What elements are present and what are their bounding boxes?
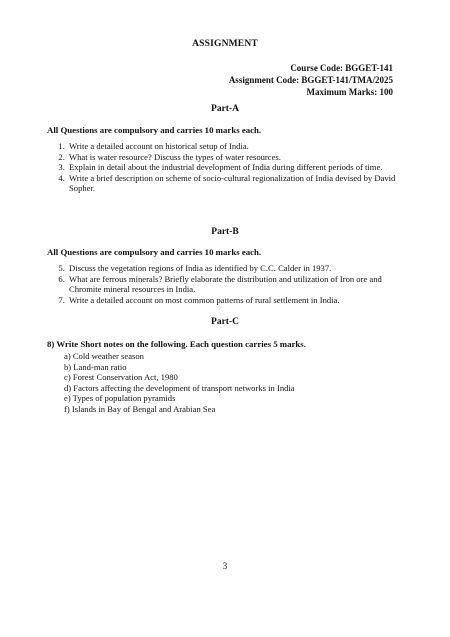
short-notes-list [64,351,295,415]
part-a-instruction: All Questions are compulsory and carries 10 marks each. [47,125,262,135]
question-item: 3. Explain in detail about the industrial development of India during different periods of time. [67,162,407,173]
part-b-instruction: All Questions are compulsory and carries 10 marks each. [47,247,262,257]
part-c-instruction: 8) Write Short notes on the following. Each question carries 5 marks. [47,339,306,349]
question-item: 6. What are ferrous minerals? Briefly elaborate the distribution and utilization of Iron ore and Chromite mineral resources in India. [67,274,407,295]
part-b-heading: Part-B [211,227,239,237]
question-item: 1. Write a detailed account on historical setup of India. [67,141,407,152]
question-item: 7. Write a detailed account on most common patterns of rural settlement in India. [67,295,407,306]
short-note-item: d) Factors affecting the development of transport networks in India [64,382,295,393]
short-note-item: e) Types of population pyramids [64,393,176,404]
question-item: 5. Discuss the vegetation regions of India as identified by C.C. Calder in 1937. [67,263,407,274]
question-item: 4. Write a brief description on scheme of socio-cultural regionalization of India devised by David Sopher. [67,173,407,194]
question-item: 2. What is water resource? Discuss the types of water resources. [67,152,407,163]
document-title: ASSIGNMENT [192,39,258,49]
part-b-questions [52,263,407,305]
part-a-heading: Part-A [211,104,239,114]
short-note-item: c) Forest Conservation Act, 1980 [64,372,178,383]
page-number: 3 [222,561,228,571]
short-note-item: f) Islands in Bay of Bengal and Arabian Sea [64,403,216,414]
short-note-item: a) Cold weather season [64,351,144,361]
assignment-code: Assignment Code: BGGET-141/TMA/2025 [228,75,393,85]
course-code: Course Code: BGGET-141 [290,63,393,73]
maximum-marks: Maximum Marks: 100 [306,87,393,97]
part-c-heading: Part-C [211,317,239,327]
short-note-item: b) Land-man ratio [64,361,127,372]
part-a-questions [52,141,407,194]
